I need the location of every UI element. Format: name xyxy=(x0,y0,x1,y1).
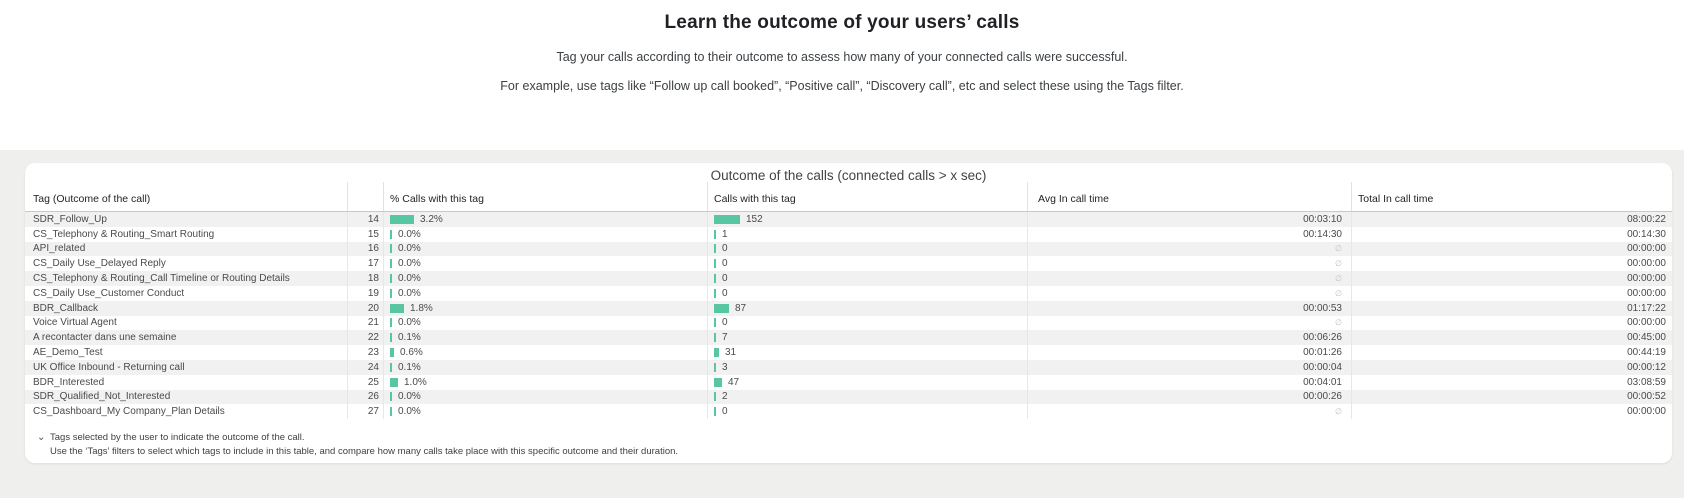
calls-bar xyxy=(714,289,716,298)
chevron-down-icon[interactable]: ⌄ xyxy=(37,432,46,443)
row-number-cell: 21 xyxy=(347,316,383,331)
pct-label: 3.2% xyxy=(420,213,443,225)
calls-bar xyxy=(714,230,716,239)
table-row xyxy=(25,212,1672,227)
pct-label: 0.6% xyxy=(400,347,423,359)
calls-bar xyxy=(714,378,722,387)
pct-label: 0.0% xyxy=(398,287,421,299)
pct-label: 0.0% xyxy=(398,317,421,329)
row-number-cell: 18 xyxy=(347,271,383,286)
pct-label: 0.0% xyxy=(398,406,421,418)
tag-cell: CS_Daily Use_Customer Conduct xyxy=(33,287,185,299)
tag-cell: BDR_Callback xyxy=(33,302,99,314)
pct-bar xyxy=(390,348,394,357)
row-number-cell: 23 xyxy=(347,345,383,360)
table-footnote xyxy=(25,431,1672,459)
tag-cell: BDR_Interested xyxy=(33,376,105,388)
column-header-calls[interactable]: Calls with this tag xyxy=(707,182,1027,211)
pct-label: 0.1% xyxy=(398,361,421,373)
avg-time-cell: 00:00:04 xyxy=(1027,360,1351,375)
calls-bar xyxy=(714,274,716,283)
column-header-total-time[interactable]: Total In call time xyxy=(1351,182,1672,211)
calls-label: 152 xyxy=(746,213,763,225)
row-number-cell: 20 xyxy=(347,301,383,316)
table-row xyxy=(25,242,1672,257)
total-time-cell: 00:14:30 xyxy=(1351,227,1672,242)
footnote-text-1: Tags selected by the user to indicate the outcome of the call. xyxy=(50,432,305,443)
calls-label: 0 xyxy=(722,406,728,418)
pct-bar xyxy=(390,392,392,401)
pct-label: 0.0% xyxy=(398,391,421,403)
tag-cell: SDR_Qualified_Not_Interested xyxy=(33,391,171,403)
pct-cell xyxy=(383,404,707,419)
pct-cell xyxy=(383,212,707,227)
calls-bar xyxy=(714,318,716,327)
avg-time-cell: 00:04:01 xyxy=(1027,375,1351,390)
pct-label: 0.0% xyxy=(398,258,421,270)
avg-time-cell: 00:00:26 xyxy=(1027,390,1351,405)
total-time-cell: 01:17:22 xyxy=(1351,301,1672,316)
page-title: Learn the outcome of your users’ calls xyxy=(664,12,1020,33)
table-row xyxy=(25,316,1672,331)
calls-label: 1 xyxy=(722,228,728,240)
pct-bar xyxy=(390,259,392,268)
total-time-cell: 00:45:00 xyxy=(1351,330,1672,345)
row-number-cell: 25 xyxy=(347,375,383,390)
tag-cell: CS_Dashboard_My Company_Plan Details xyxy=(33,406,225,418)
tag-cell: A recontacter dans une semaine xyxy=(33,332,177,344)
row-number-cell: 26 xyxy=(347,390,383,405)
pct-cell xyxy=(383,360,707,375)
calls-bar xyxy=(714,392,716,401)
tag-cell: AE_Demo_Test xyxy=(33,347,103,359)
total-time-cell: 00:00:00 xyxy=(1351,271,1672,286)
calls-label: 0 xyxy=(722,317,728,329)
pct-cell xyxy=(383,242,707,257)
intro-description-line-1: Tag your calls according to their outcome to assess how many of your connected calls were successful. xyxy=(556,50,1128,64)
calls-cell xyxy=(707,316,1027,331)
tag-cell: API_related xyxy=(33,243,86,255)
total-time-cell: 00:00:00 xyxy=(1351,316,1672,331)
table-row xyxy=(25,227,1672,242)
calls-bar xyxy=(714,259,716,268)
calls-label: 0 xyxy=(722,273,728,285)
pct-bar xyxy=(390,304,404,313)
calls-label: 47 xyxy=(728,376,740,388)
avg-time-cell: ∅ xyxy=(1027,286,1351,301)
pct-bar xyxy=(390,230,392,239)
total-time-cell: 00:00:12 xyxy=(1351,360,1672,375)
row-number-cell: 24 xyxy=(347,360,383,375)
table-row xyxy=(25,345,1672,360)
calls-cell xyxy=(707,271,1027,286)
column-header-avg-time[interactable]: Avg In call time xyxy=(1027,182,1351,211)
total-time-cell: 00:00:00 xyxy=(1351,404,1672,419)
avg-time-cell: 00:03:10 xyxy=(1027,212,1351,227)
pct-bar xyxy=(390,289,392,298)
calls-label: 31 xyxy=(725,347,737,359)
calls-cell xyxy=(707,375,1027,390)
avg-time-cell: ∅ xyxy=(1027,271,1351,286)
pct-label: 0.0% xyxy=(398,273,421,285)
table-row xyxy=(25,271,1672,286)
table-row xyxy=(25,375,1672,390)
intro-description-line-2: For example, use tags like “Follow up call booked”, “Positive call”, “Discovery call”, etc and select these using the Tags filter. xyxy=(500,79,1184,93)
total-time-cell: 00:44:19 xyxy=(1351,345,1672,360)
total-time-cell: 00:00:00 xyxy=(1351,286,1672,301)
row-number-cell: 16 xyxy=(347,242,383,257)
outcome-table-card xyxy=(25,163,1672,463)
table-header-row xyxy=(25,182,1672,212)
tag-cell: CS_Telephony & Routing_Call Timeline or Routing Details xyxy=(33,273,290,285)
calls-bar xyxy=(714,407,716,416)
pct-bar xyxy=(390,333,392,342)
calls-cell xyxy=(707,227,1027,242)
calls-label: 0 xyxy=(722,243,728,255)
calls-cell xyxy=(707,404,1027,419)
calls-cell xyxy=(707,301,1027,316)
table-row xyxy=(25,330,1672,345)
table-body xyxy=(25,212,1672,419)
avg-time-cell: 00:06:26 xyxy=(1027,330,1351,345)
table-row xyxy=(25,390,1672,405)
calls-bar xyxy=(714,304,729,313)
pct-label: 1.0% xyxy=(404,376,427,388)
pct-cell xyxy=(383,375,707,390)
avg-time-cell: ∅ xyxy=(1027,404,1351,419)
calls-label: 0 xyxy=(722,287,728,299)
avg-time-cell: 00:14:30 xyxy=(1027,227,1351,242)
footnote-line-2: Use the ‘Tags’ filters to select which tags to include in this table, and compare how many calls take place with this specific outcome and their duration. xyxy=(50,446,679,457)
pct-bar xyxy=(390,318,392,327)
calls-label: 2 xyxy=(722,391,728,403)
calls-bar xyxy=(714,244,716,253)
total-time-cell: 03:08:59 xyxy=(1351,375,1672,390)
row-number-cell: 22 xyxy=(347,330,383,345)
table-title: Outcome of the calls (connected calls > x sec) xyxy=(710,168,987,183)
calls-label: 7 xyxy=(722,332,728,344)
calls-cell xyxy=(707,390,1027,405)
calls-cell xyxy=(707,345,1027,360)
tag-cell: CS_Telephony & Routing_Smart Routing xyxy=(33,228,215,240)
pct-label: 1.8% xyxy=(410,302,433,314)
pct-label: 0.0% xyxy=(398,243,421,255)
pct-bar xyxy=(390,274,392,283)
table-row xyxy=(25,404,1672,419)
tag-cell: CS_Daily Use_Delayed Reply xyxy=(33,258,166,270)
total-time-cell: 00:00:52 xyxy=(1351,390,1672,405)
pct-cell xyxy=(383,256,707,271)
calls-label: 3 xyxy=(722,361,728,373)
pct-cell xyxy=(383,271,707,286)
calls-cell xyxy=(707,286,1027,301)
tag-cell: UK Office Inbound - Returning call xyxy=(33,361,185,373)
pct-bar xyxy=(390,244,392,253)
column-header-pct-calls[interactable]: % Calls with this tag xyxy=(383,182,707,211)
pct-cell xyxy=(383,330,707,345)
row-number-cell: 15 xyxy=(347,227,383,242)
tag-cell: Voice Virtual Agent xyxy=(33,317,117,329)
table-row xyxy=(25,360,1672,375)
avg-time-cell: 00:01:26 xyxy=(1027,345,1351,360)
avg-time-cell: ∅ xyxy=(1027,256,1351,271)
avg-time-cell: 00:00:53 xyxy=(1027,301,1351,316)
total-time-cell: 00:00:00 xyxy=(1351,256,1672,271)
calls-bar xyxy=(714,215,740,224)
pct-cell xyxy=(383,301,707,316)
footnote-line-1 xyxy=(25,431,1672,445)
pct-bar xyxy=(390,407,392,416)
calls-cell xyxy=(707,330,1027,345)
row-number-cell: 17 xyxy=(347,256,383,271)
avg-time-cell: ∅ xyxy=(1027,242,1351,257)
calls-bar xyxy=(714,348,719,357)
pct-cell xyxy=(383,316,707,331)
pct-label: 0.1% xyxy=(398,332,421,344)
tag-cell: SDR_Follow_Up xyxy=(33,213,107,225)
pct-cell xyxy=(383,286,707,301)
pct-cell xyxy=(383,390,707,405)
pct-bar xyxy=(390,215,414,224)
calls-cell xyxy=(707,212,1027,227)
pct-bar xyxy=(390,378,398,387)
table-row xyxy=(25,286,1672,301)
pct-cell xyxy=(383,345,707,360)
table-row xyxy=(25,301,1672,316)
row-number-cell: 27 xyxy=(347,404,383,419)
total-time-cell: 00:00:00 xyxy=(1351,242,1672,257)
calls-cell xyxy=(707,256,1027,271)
calls-label: 0 xyxy=(722,258,728,270)
calls-label: 87 xyxy=(735,302,747,314)
table-row xyxy=(25,256,1672,271)
calls-bar xyxy=(714,333,716,342)
column-header-tag[interactable]: Tag (Outcome of the call) xyxy=(33,193,151,205)
calls-cell xyxy=(707,242,1027,257)
avg-time-cell: ∅ xyxy=(1027,316,1351,331)
pct-bar xyxy=(390,363,392,372)
row-number-cell: 14 xyxy=(347,212,383,227)
total-time-cell: 08:00:22 xyxy=(1351,212,1672,227)
calls-cell xyxy=(707,360,1027,375)
pct-label: 0.0% xyxy=(398,228,421,240)
pct-cell xyxy=(383,227,707,242)
row-number-cell: 19 xyxy=(347,286,383,301)
column-header-row-number xyxy=(347,182,383,211)
calls-bar xyxy=(714,363,716,372)
